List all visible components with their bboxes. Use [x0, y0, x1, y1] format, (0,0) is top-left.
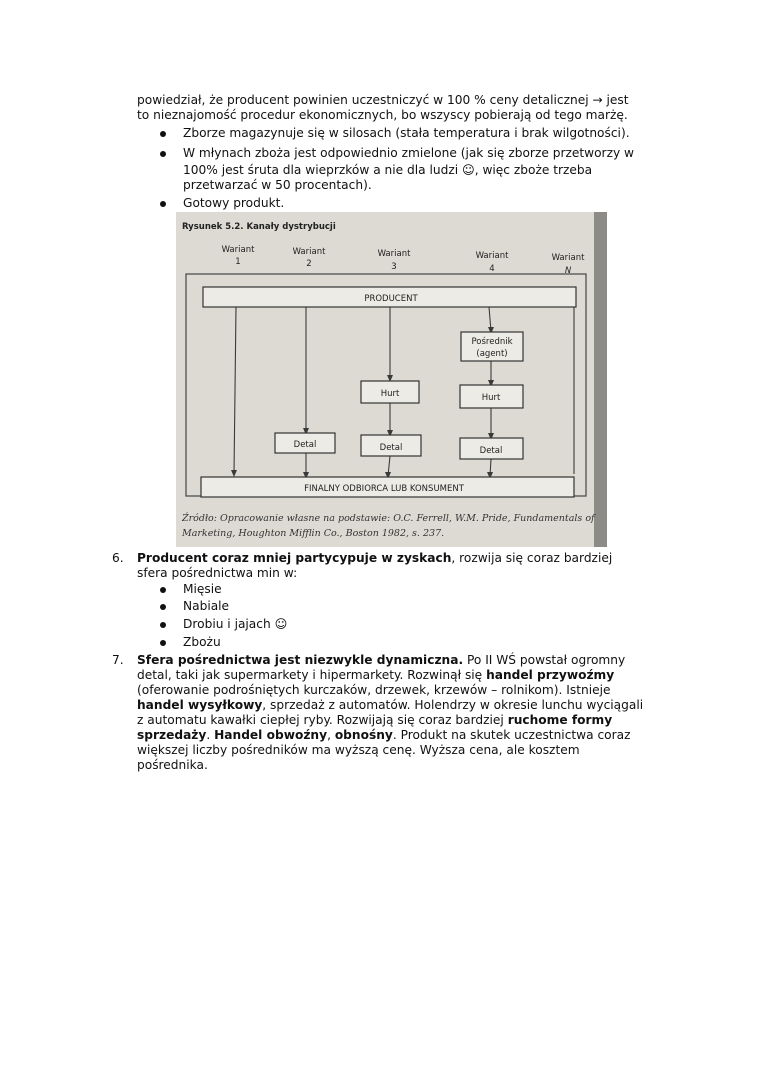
item-7-l5: z automatu kawałki ciepłej ryby. Rozwijają się coraz bardziej [137, 713, 508, 727]
item-7-line-5 [137, 713, 677, 728]
producent-label: PRODUCENT [364, 294, 418, 304]
agent-label-1: Pośrednik [471, 337, 513, 347]
item-7-l4-bold: handel wysyłkowy [137, 698, 263, 712]
agent-label-2: (agent) [476, 349, 508, 359]
item-7-line-7: większej liczby pośredników ma wyższą cenę. Wyższa cena, ale kosztem [137, 743, 580, 757]
svg-text:4: 4 [489, 264, 495, 274]
item-7-line-4 [137, 698, 677, 713]
item-7-line-2 [137, 668, 677, 683]
bullet-dot [159, 619, 167, 627]
item-6-rest: , rozwija się coraz bardziej [451, 551, 613, 565]
figure-source-line-1: Źródło: Opracowanie własne na podstawie: O.C. Ferrell, W.M. Pride, Fundamentals of [182, 513, 595, 524]
item-7-bold-lead: Sfera pośrednictwa jest niezwykle dynamiczna. [137, 653, 464, 667]
svg-text:Wariant: Wariant [475, 251, 509, 261]
svg-text:2: 2 [306, 259, 312, 269]
svg-text:N: N [564, 266, 572, 276]
item-6-line-1 [137, 551, 677, 566]
bullet-dot [159, 198, 167, 206]
item-6-bullet-dairy: Nabiale [183, 599, 230, 613]
item-7-l6-comma: , [327, 728, 335, 742]
item-6-number: 6. [112, 551, 124, 565]
bullet-dot [159, 601, 167, 609]
item-6-bullet-poultry: Drobiu i jajach ☺ [183, 617, 288, 631]
final-consumer-label: FINALNY ODBIORCA LUB KONSUMENT [304, 484, 464, 494]
detal-label-variant-2: Detal [293, 440, 317, 450]
item-7-l2-bold: handel przywoźmy [486, 668, 615, 682]
bullet-product: Gotowy produkt. [183, 196, 285, 210]
scan-edge-shadow [594, 212, 607, 547]
item-7-l6-bold3: obnośny [334, 728, 393, 742]
detal-label-variant-3: Detal [379, 443, 403, 453]
item-7-l5-bold: ruchome formy [507, 713, 613, 727]
bullet-mills-line-1: W młynach zboża jest odpowiednio zmielone (jak się zborze przetworzy w [183, 146, 635, 160]
figure-source-line-2: Marketing, Houghton Mifflin Co., Boston 1982, s. 237. [182, 528, 445, 539]
item-6-bold: Producent coraz mniej partycypuje w zyskach [137, 551, 452, 565]
item-7-l4-rest: , sprzedaż z automatów. Holendrzy w okresie lunchu wyciągali [262, 698, 644, 712]
svg-text:Wariant: Wariant [292, 247, 326, 257]
item-7-l2: detal, taki jak supermarkety i hipermarkety. Rozwinął się [137, 668, 487, 682]
bullet-dot [159, 148, 167, 156]
item-7-l6-bold1: sprzedaży [137, 728, 207, 742]
bullet-mills-line-3: przetwarzać w 50 procentach). [183, 178, 372, 192]
item-7-l6-mid: . [206, 728, 215, 742]
item-7-line-8: pośrednika. [137, 758, 208, 772]
item-7-l1-rest: Po II WŚ powstał ogromny [463, 653, 626, 667]
item-7-line-6 [137, 728, 677, 743]
item-7-line-3: (oferowanie podrośniętych kurczaków, drzewek, krzewów – rolnikom). Istnieje [137, 683, 611, 697]
hurt-label-variant-4: Hurt [481, 393, 501, 403]
item-7-l6-rest: . Produkt na skutek uczestnictwa coraz [392, 728, 631, 742]
svg-text:1: 1 [235, 257, 241, 267]
item-7-line-1 [137, 653, 677, 668]
item-6-bullet-meat: Mięsie [183, 582, 222, 596]
item-6-line-2: sfera pośrednictwa min w: [137, 566, 298, 580]
bullet-dot [159, 128, 167, 136]
svg-text:Wariant: Wariant [221, 245, 255, 255]
bullet-silos: Zborze magazynuje się w silosach (stała temperatura i brak wilgotności). [183, 126, 630, 140]
detal-label-variant-4: Detal [479, 446, 503, 456]
item-6-bullet-grain: Zbożu [183, 635, 221, 649]
bullet-dot [159, 584, 167, 592]
bullet-mills-line-2: 100% jest śruta dla wieprzków a nie dla ludzi ☺, więc zboże trzeba [183, 163, 593, 177]
svg-text:Wariant: Wariant [551, 253, 585, 263]
intro-line-2: to nieznajomość procedur ekonomicznych, bo wszyscy pobierają od tego marżę. [137, 108, 628, 122]
item-7-l6-bold2: Handel obwoźny [214, 728, 328, 742]
hurt-label-variant-3: Hurt [380, 389, 400, 399]
item-7-number: 7. [112, 653, 124, 667]
distribution-channels-figure [176, 212, 607, 547]
figure-title: Rysunek 5.2. Kanały dystrybucji [182, 222, 336, 232]
svg-text:Wariant: Wariant [377, 249, 411, 259]
svg-text:3: 3 [391, 262, 397, 272]
intro-line-1: powiedział, że producent powinien uczestniczyć w 100 % ceny detalicznej → jest [137, 93, 629, 107]
bullet-dot [159, 637, 167, 645]
